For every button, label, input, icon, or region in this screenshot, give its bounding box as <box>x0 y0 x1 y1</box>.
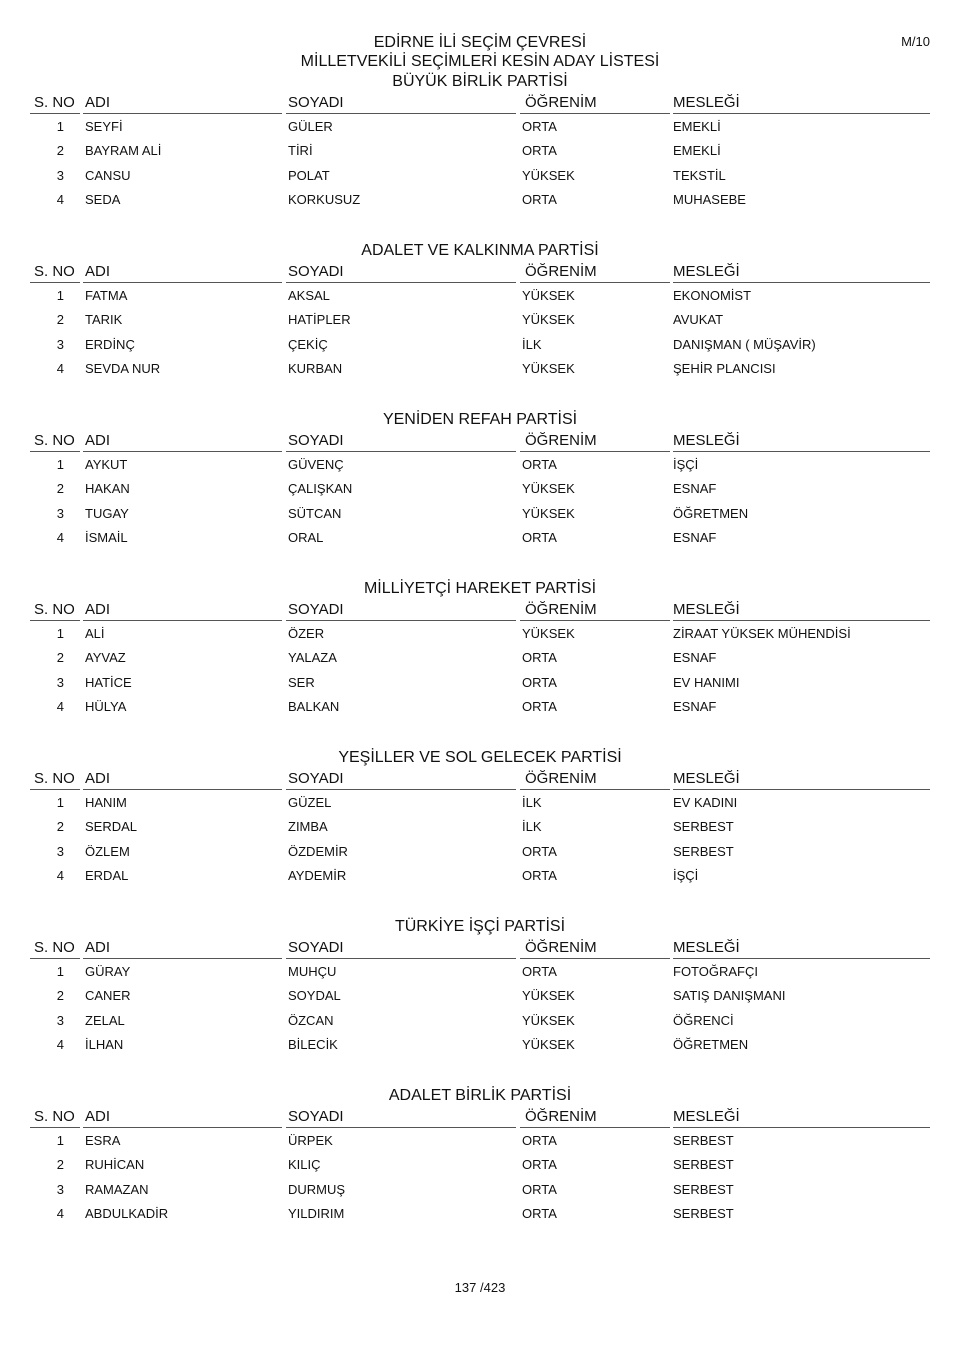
cell-no: 4 <box>56 191 64 207</box>
party-title: ADALET VE KALKINMA PARTİSİ <box>361 242 599 259</box>
table-header <box>30 261 930 283</box>
party-title: ADALET BİRLİK PARTİSİ <box>388 1087 572 1104</box>
cell-no: 1 <box>56 964 64 979</box>
cell-soyadi: YALAZA <box>288 650 337 666</box>
table-row <box>30 1128 930 1152</box>
cell-no: 3 <box>56 167 64 183</box>
table-row <box>30 1201 930 1225</box>
column-header-adi: ADI <box>85 770 111 787</box>
cell-adi: ERDAL <box>85 867 129 883</box>
cell-soyadi: ORAL <box>288 529 324 545</box>
party-section <box>30 917 930 1056</box>
table-row <box>30 694 930 718</box>
cell-meslegi: MUHASEBE <box>673 191 746 207</box>
cell-no: 4 <box>56 529 64 545</box>
cell-no: 4 <box>56 360 64 376</box>
party-title: BÜYÜK BİRLİK PARTİSİ <box>392 73 568 90</box>
table-row <box>30 476 930 500</box>
column-header-no: S. NO <box>34 601 75 618</box>
cell-no: 3 <box>56 1012 64 1028</box>
cell-meslegi: SERBEST <box>673 819 734 835</box>
cell-adi: SEVDA NUR <box>85 360 161 376</box>
cell-ogrenim: YÜKSEK <box>522 505 575 521</box>
cell-soyadi: AKSAL <box>288 288 330 303</box>
cell-adi: HATİCE <box>85 674 132 690</box>
party-title: TÜRKİYE İŞÇİ PARTİSİ <box>394 918 566 935</box>
cell-ogrenim: İLK <box>522 795 542 810</box>
cell-soyadi: BİLECİK <box>288 1036 338 1052</box>
table-header <box>30 430 930 452</box>
cell-ogrenim: YÜKSEK <box>522 167 575 183</box>
cell-adi: SEYFİ <box>85 119 123 134</box>
cell-ogrenim: YÜKSEK <box>522 360 575 376</box>
cell-meslegi: SATIŞ DANIŞMANI <box>673 988 786 1004</box>
cell-adi: BAYRAM ALİ <box>85 143 162 159</box>
title-line-1: EDİRNE İLİ SEÇİM ÇEVRESİ <box>373 34 587 51</box>
cell-soyadi: HATİPLER <box>288 312 351 328</box>
cell-soyadi: ÖZER <box>288 626 325 641</box>
table-row <box>30 187 930 211</box>
cell-adi: GÜRAY <box>85 964 131 979</box>
cell-adi: AYKUT <box>85 457 128 472</box>
cell-soyadi: MUHÇU <box>288 964 337 979</box>
cell-meslegi: İŞÇİ <box>673 457 699 472</box>
cell-meslegi: SERBEST <box>673 1133 734 1148</box>
column-header-soyadi: SOYADI <box>288 94 344 111</box>
table-row <box>30 645 930 669</box>
party-title: MİLLİYETÇİ HAREKET PARTİSİ <box>363 580 597 597</box>
cell-adi: RUHİCAN <box>85 1157 145 1173</box>
cell-meslegi: SERBEST <box>673 1205 734 1221</box>
page-code: M/10 <box>901 34 930 49</box>
cell-no: 1 <box>56 795 64 810</box>
column-header-adi: ADI <box>85 939 111 956</box>
cell-adi: ÖZLEM <box>85 843 130 859</box>
cell-meslegi: TEKSTİL <box>673 167 726 183</box>
column-header-no: S. NO <box>34 263 75 280</box>
table-header <box>30 1106 930 1128</box>
table-header <box>30 92 930 114</box>
table-row <box>30 1008 930 1032</box>
cell-soyadi: GÜZEL <box>288 795 332 810</box>
column-header-adi: ADI <box>85 1108 111 1125</box>
table-header <box>30 768 930 790</box>
cell-ogrenim: ORTA <box>522 1157 557 1173</box>
cell-soyadi: ÇALIŞKAN <box>288 481 353 497</box>
cell-no: 4 <box>56 1205 64 1221</box>
cell-ogrenim: ORTA <box>522 1205 557 1221</box>
cell-no: 3 <box>56 1181 64 1197</box>
cell-ogrenim: YÜKSEK <box>522 288 575 303</box>
cell-ogrenim: YÜKSEK <box>522 626 575 641</box>
cell-meslegi: FOTOĞRAFÇI <box>673 964 758 979</box>
cell-adi: TUGAY <box>85 505 129 521</box>
party-section <box>30 410 930 549</box>
cell-no: 2 <box>56 312 64 328</box>
column-header-adi: ADI <box>85 94 111 111</box>
cell-adi: HÜLYA <box>85 698 127 714</box>
column-header-meslegi: MESLEĞİ <box>673 94 740 111</box>
cell-meslegi: AVUKAT <box>673 312 724 328</box>
cell-soyadi: DURMUŞ <box>288 1181 346 1197</box>
cell-soyadi: ZIMBA <box>288 819 328 835</box>
table-row <box>30 670 930 694</box>
party-section <box>30 1086 930 1225</box>
cell-no: 3 <box>56 336 64 352</box>
column-header-meslegi: MESLEĞİ <box>673 432 740 449</box>
table-row <box>30 1032 930 1056</box>
cell-meslegi: EV KADINI <box>673 795 738 810</box>
cell-no: 3 <box>56 674 64 690</box>
cell-adi: HAKAN <box>85 481 130 497</box>
cell-ogrenim: ORTA <box>522 457 557 472</box>
cell-ogrenim: ORTA <box>522 867 557 883</box>
table-row <box>30 332 930 356</box>
cell-ogrenim: ORTA <box>522 1181 557 1197</box>
column-header-soyadi: SOYADI <box>288 770 344 787</box>
cell-adi: İSMAİL <box>85 529 128 545</box>
cell-soyadi: ÜRPEK <box>288 1133 333 1148</box>
table-row <box>30 1177 930 1201</box>
page-number: 137 <box>454 1280 477 1295</box>
cell-ogrenim: YÜKSEK <box>522 1012 575 1028</box>
column-header-no: S. NO <box>34 939 75 956</box>
cell-no: 3 <box>56 843 64 859</box>
cell-no: 3 <box>56 505 64 521</box>
column-header-soyadi: SOYADI <box>288 1108 344 1125</box>
table-row <box>30 814 930 838</box>
table-row <box>30 790 930 814</box>
column-header-ogrenim: ÖĞRENİM <box>525 263 597 280</box>
cell-soyadi: ÖZCAN <box>288 1012 334 1028</box>
table-row <box>30 983 930 1007</box>
cell-no: 2 <box>56 143 64 159</box>
column-header-adi: ADI <box>85 432 111 449</box>
document-title <box>0 33 960 71</box>
column-header-ogrenim: ÖĞRENİM <box>525 94 597 111</box>
cell-no: 4 <box>56 698 64 714</box>
cell-adi: İLHAN <box>85 1036 124 1052</box>
cell-ogrenim: İLK <box>522 336 542 352</box>
table-row <box>30 839 930 863</box>
cell-no: 2 <box>56 1157 64 1173</box>
cell-adi: SERDAL <box>85 819 138 835</box>
cell-meslegi: ESNAF <box>673 529 717 545</box>
cell-meslegi: ÖĞRETMEN <box>673 1036 749 1052</box>
table-row <box>30 452 930 476</box>
cell-ogrenim: YÜKSEK <box>522 481 575 497</box>
page-separator: / <box>480 1280 484 1295</box>
cell-soyadi: POLAT <box>288 167 330 183</box>
cell-adi: AYVAZ <box>85 650 126 666</box>
cell-ogrenim: ORTA <box>522 964 557 979</box>
cell-ogrenim: YÜKSEK <box>522 312 575 328</box>
column-header-ogrenim: ÖĞRENİM <box>525 939 597 956</box>
cell-ogrenim: ORTA <box>522 843 557 859</box>
party-section <box>30 72 930 211</box>
cell-no: 1 <box>56 1133 64 1148</box>
column-header-ogrenim: ÖĞRENİM <box>525 432 597 449</box>
cell-no: 1 <box>56 626 64 641</box>
cell-no: 4 <box>56 1036 64 1052</box>
cell-soyadi: TİRİ <box>288 143 313 159</box>
page-total: 423 <box>483 1280 506 1295</box>
column-header-meslegi: MESLEĞİ <box>673 939 740 956</box>
cell-ogrenim: İLK <box>522 819 542 835</box>
table-row <box>30 621 930 645</box>
cell-adi: SEDA <box>85 191 121 207</box>
cell-ogrenim: YÜKSEK <box>522 988 575 1004</box>
column-header-meslegi: MESLEĞİ <box>673 770 740 787</box>
column-header-meslegi: MESLEĞİ <box>673 601 740 618</box>
column-header-no: S. NO <box>34 770 75 787</box>
cell-ogrenim: ORTA <box>522 529 557 545</box>
column-header-no: S. NO <box>34 1108 75 1125</box>
cell-no: 2 <box>56 819 64 835</box>
column-header-adi: ADI <box>85 601 111 618</box>
cell-soyadi: AYDEMİR <box>288 867 347 883</box>
table-row <box>30 356 930 380</box>
table-row <box>30 863 930 887</box>
cell-meslegi: DANIŞMAN ( MÜŞAVİR) <box>673 336 816 352</box>
cell-meslegi: ESNAF <box>673 481 717 497</box>
cell-soyadi: ÇEKİÇ <box>288 336 328 352</box>
cell-adi: ZELAL <box>85 1012 125 1028</box>
column-header-soyadi: SOYADI <box>288 939 344 956</box>
cell-no: 4 <box>56 867 64 883</box>
cell-meslegi: SERBEST <box>673 1157 734 1173</box>
cell-adi: CANER <box>85 988 131 1004</box>
column-header-meslegi: MESLEĞİ <box>673 263 740 280</box>
party-section <box>30 748 930 887</box>
table-row <box>30 501 930 525</box>
cell-no: 2 <box>56 650 64 666</box>
column-header-soyadi: SOYADI <box>288 263 344 280</box>
cell-ogrenim: ORTA <box>522 191 557 207</box>
table-row <box>30 1152 930 1176</box>
cell-soyadi: GÜLER <box>288 119 333 134</box>
table-row <box>30 283 930 307</box>
party-section <box>30 579 930 718</box>
cell-meslegi: SERBEST <box>673 843 734 859</box>
cell-adi: ABDULKADİR <box>85 1205 169 1221</box>
column-header-ogrenim: ÖĞRENİM <box>525 601 597 618</box>
column-header-no: S. NO <box>34 432 75 449</box>
table-header <box>30 937 930 959</box>
cell-ogrenim: ORTA <box>522 143 557 159</box>
table-row <box>30 959 930 983</box>
cell-meslegi: ESNAF <box>673 650 717 666</box>
cell-no: 2 <box>56 988 64 1004</box>
column-header-ogrenim: ÖĞRENİM <box>525 770 597 787</box>
cell-ogrenim: ORTA <box>522 1133 557 1148</box>
cell-soyadi: SER <box>288 674 315 690</box>
cell-meslegi: ESNAF <box>673 698 717 714</box>
cell-adi: RAMAZAN <box>85 1181 149 1197</box>
column-header-adi: ADI <box>85 263 111 280</box>
column-header-soyadi: SOYADI <box>288 601 344 618</box>
cell-ogrenim: ORTA <box>522 674 557 690</box>
table-row <box>30 307 930 331</box>
cell-meslegi: İŞÇİ <box>673 867 699 883</box>
cell-soyadi: SOYDAL <box>288 988 341 1004</box>
cell-ogrenim: ORTA <box>522 650 557 666</box>
cell-meslegi: ZİRAAT YÜKSEK MÜHENDİSİ <box>673 626 851 641</box>
cell-soyadi: GÜVENÇ <box>288 457 344 472</box>
cell-adi: ERDİNÇ <box>85 336 135 352</box>
table-row <box>30 114 930 138</box>
cell-soyadi: SÜTCAN <box>288 505 342 521</box>
column-header-soyadi: SOYADI <box>288 432 344 449</box>
cell-no: 1 <box>56 288 64 303</box>
cell-soyadi: BALKAN <box>288 698 340 714</box>
cell-adi: HANIM <box>85 795 127 810</box>
party-section <box>30 241 930 380</box>
cell-meslegi: ŞEHİR PLANCISI <box>673 360 776 376</box>
party-title: YEŞİLLER VE SOL GELECEK PARTİSİ <box>338 749 622 766</box>
cell-no: 1 <box>56 457 64 472</box>
table-row <box>30 138 930 162</box>
table-row <box>30 525 930 549</box>
cell-no: 2 <box>56 481 64 497</box>
cell-meslegi: ÖĞRENCİ <box>673 1012 734 1028</box>
column-header-no: S. NO <box>34 94 75 111</box>
cell-ogrenim: YÜKSEK <box>522 1036 575 1052</box>
cell-adi: TARIK <box>85 312 123 328</box>
title-line-2: MİLLETVEKİLİ SEÇİMLERİ KESİN ADAY LİSTESİ <box>300 53 660 70</box>
cell-soyadi: YILDIRIM <box>288 1205 345 1221</box>
cell-meslegi: SERBEST <box>673 1181 734 1197</box>
cell-soyadi: KORKUSUZ <box>288 191 361 207</box>
column-header-ogrenim: ÖĞRENİM <box>525 1108 597 1125</box>
page-footer <box>0 1280 960 1295</box>
cell-meslegi: EMEKLİ <box>673 143 721 159</box>
cell-soyadi: KILIÇ <box>288 1157 321 1173</box>
cell-soyadi: KURBAN <box>288 360 343 376</box>
cell-meslegi: EV HANIMI <box>673 674 740 690</box>
cell-adi: ALİ <box>85 626 105 641</box>
cell-adi: ESRA <box>85 1133 121 1148</box>
cell-adi: FATMA <box>85 288 128 303</box>
party-title: YENİDEN REFAH PARTİSİ <box>382 411 578 428</box>
column-header-meslegi: MESLEĞİ <box>673 1108 740 1125</box>
table-row <box>30 163 930 187</box>
cell-soyadi: ÖZDEMİR <box>288 843 348 859</box>
cell-meslegi: ÖĞRETMEN <box>673 505 749 521</box>
cell-adi: CANSU <box>85 167 131 183</box>
cell-ogrenim: ORTA <box>522 698 557 714</box>
table-header <box>30 599 930 621</box>
cell-meslegi: EKONOMİST <box>673 288 752 303</box>
cell-no: 1 <box>56 119 64 134</box>
cell-ogrenim: ORTA <box>522 119 557 134</box>
cell-meslegi: EMEKLİ <box>673 119 721 134</box>
